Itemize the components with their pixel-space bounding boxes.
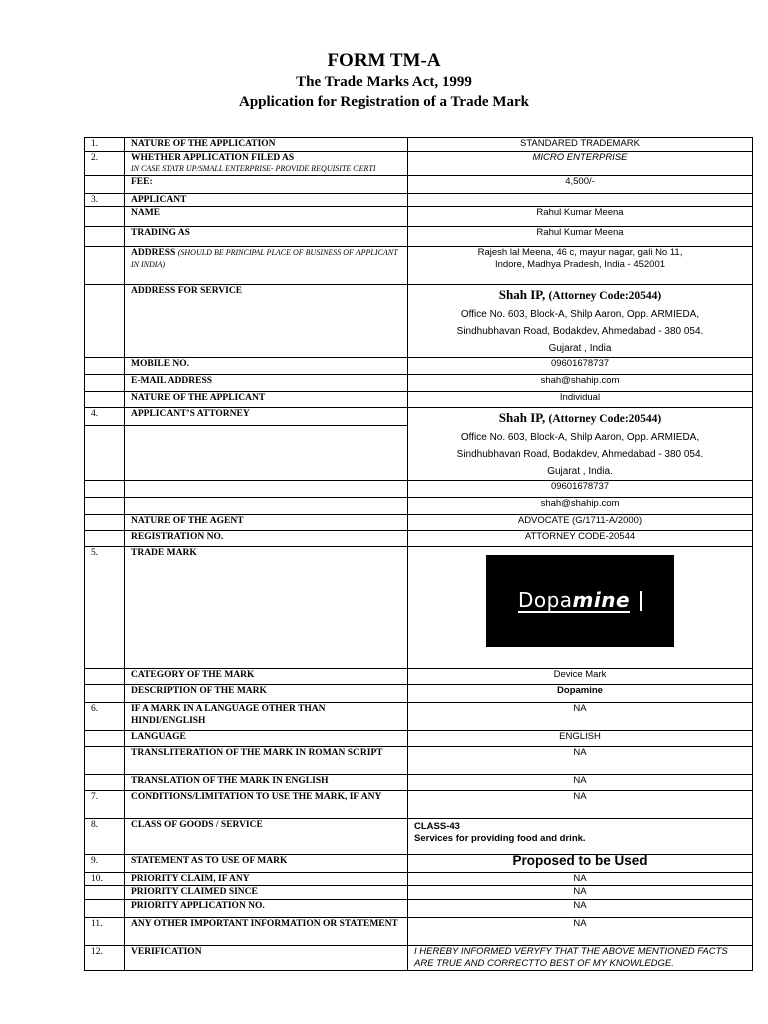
attorney-name — [414, 408, 746, 429]
table-row — [85, 515, 753, 531]
mobile-label: MOBILE NO. — [125, 358, 408, 375]
priority-since-label: PRIORITY CLAIMED SINCE — [125, 886, 408, 900]
table-row — [85, 886, 753, 900]
priority-claim-label: PRIORITY CLAIM, IF ANY — [125, 873, 408, 886]
form-header — [0, 50, 768, 112]
verification-value: I HEREBY INFORMED VERYFY THAT THE ABOVE MENTIONED FACTS ARE TRUE AND CORRECTTO BEST OF MY KNOWLEDGE. — [408, 946, 753, 971]
table-row — [85, 285, 753, 358]
nature-applicant-label: NATURE OF THE APPLICANT — [125, 392, 408, 408]
attorney-label: APPLICANT’S ATTORNEY — [125, 408, 408, 426]
service-address-value — [408, 285, 753, 358]
application-table — [84, 137, 753, 971]
row-number: 12. — [85, 946, 125, 971]
language-label: LANGUAGE — [125, 731, 408, 747]
table-row — [85, 685, 753, 703]
logo-text-part: Dopa — [517, 588, 573, 612]
attorney-code: (Attorney Code:20544) — [548, 413, 662, 425]
email-value: shah@shahip.com — [408, 375, 753, 392]
logo-bar — [640, 591, 642, 611]
address-line: Sindhubhavan Road, Bodakdev, Ahmedabad - 380 054. — [456, 449, 704, 460]
nature-applicant-value: Individual — [408, 392, 753, 408]
logo-text-part: mine — [572, 588, 631, 612]
attorney-firm: Shah IP, — [498, 410, 549, 425]
translation-value: NA — [408, 775, 753, 791]
form-subtitle: Application for Registration of a Trade Mark — [239, 94, 529, 110]
table-row — [85, 747, 753, 775]
filed-as-note: IN CASE STATR UP/SMALL ENTERPRISE- PROVIDE REQUISITE CERTI — [131, 164, 376, 173]
trade-mark-image-cell — [408, 547, 753, 669]
row-number: 1. — [85, 138, 125, 152]
table-row — [85, 481, 753, 498]
conditions-label: CONDITIONS/LIMITATION TO USE THE MARK, IF ANY — [125, 791, 408, 819]
logo-wordmark — [518, 589, 630, 613]
address-value — [408, 247, 753, 285]
description-label: DESCRIPTION OF THE MARK — [125, 685, 408, 703]
class-label: CLASS OF GOODS / SERVICE — [125, 819, 408, 855]
table-row — [85, 873, 753, 886]
address-line: Gujarat , India — [548, 343, 612, 354]
class-number: CLASS-43 — [414, 821, 460, 832]
row-number: 11. — [85, 918, 125, 946]
other-info-label: ANY OTHER IMPORTANT INFORMATION OR STATEMENT — [125, 918, 408, 946]
table-row — [85, 138, 753, 152]
category-label: CATEGORY OF THE MARK — [125, 669, 408, 685]
trade-mark-logo — [486, 555, 674, 647]
attorney-firm: Shah IP, — [498, 287, 549, 302]
transliteration-value: NA — [408, 747, 753, 775]
table-row — [85, 207, 753, 227]
table-row — [85, 247, 753, 285]
row-number: 2. — [85, 152, 125, 176]
attorney-mobile: 09601678737 — [408, 481, 753, 498]
address-line: Indore, Madhya Pradesh, India - 452001 — [494, 259, 666, 270]
row-number: 8. — [85, 819, 125, 855]
trade-mark-label: TRADE MARK — [125, 547, 408, 669]
translation-label: TRANSLATION OF THE MARK IN ENGLISH — [125, 775, 408, 791]
table-row — [85, 176, 753, 194]
address-line: Sindhubhavan Road, Bodakdev, Ahmedabad - 380 054. — [456, 326, 704, 337]
attorney-code: (Attorney Code:20544) — [548, 290, 662, 302]
priority-application-label: PRIORITY APPLICATION NO. — [125, 900, 408, 918]
class-value — [408, 819, 753, 855]
name-label: NAME — [125, 207, 408, 227]
nature-agent-value: ADVOCATE (G/1711-A/2000) — [408, 515, 753, 531]
description-value: Dopamine — [408, 685, 753, 703]
trading-as-value: Rahul Kumar Meena — [408, 227, 753, 247]
priority-claim-value: NA — [408, 873, 753, 886]
use-statement-value: Proposed to be Used — [408, 855, 753, 873]
service-attorney-name — [414, 285, 746, 306]
row-number: 6. — [85, 703, 125, 731]
fee-value: 4,500/- — [408, 176, 753, 194]
table-row — [85, 900, 753, 918]
address-label — [125, 247, 408, 285]
trading-as-label: TRADING AS — [125, 227, 408, 247]
nature-application-value: STANDARED TRADEMARK — [408, 138, 753, 152]
table-row — [85, 498, 753, 515]
table-row — [85, 152, 753, 176]
service-address-label: ADDRESS FOR SERVICE — [125, 285, 408, 358]
address-label-text: ADDRESS — [131, 248, 176, 258]
address-line: Gujarat , India. — [547, 466, 613, 477]
row-number: 4. — [85, 408, 125, 426]
name-value: Rahul Kumar Meena — [408, 207, 753, 227]
table-row — [85, 669, 753, 685]
row-number: 3. — [85, 194, 125, 207]
priority-since-value: NA — [408, 886, 753, 900]
transliteration-label: TRANSLITERATION OF THE MARK IN ROMAN SCRIPT — [125, 747, 408, 775]
email-label: E-MAIL ADDRESS — [125, 375, 408, 392]
table-row — [85, 703, 753, 731]
nature-agent-label: NATURE OF THE AGENT — [125, 515, 408, 531]
use-statement-label: STATEMENT AS TO USE OF MARK — [125, 855, 408, 873]
priority-application-value: NA — [408, 900, 753, 918]
table-row — [85, 358, 753, 375]
table-row — [85, 819, 753, 855]
filed-as-label-text: WHETHER APPLICATION FILED AS — [131, 153, 295, 163]
table-row — [85, 775, 753, 791]
nature-application-label: NATURE OF THE APPLICATION — [125, 138, 408, 152]
address-note: (SHOULD BE PRINCIPAL PLACE OF BUSINESS OF APPLICANT IN INDIA) — [131, 248, 398, 269]
row-number: 10. — [85, 873, 125, 886]
mobile-value: 09601678737 — [408, 358, 753, 375]
other-language-value: NA — [408, 703, 753, 731]
act-title: The Trade Marks Act, 1999 — [296, 74, 472, 90]
table-row — [85, 918, 753, 946]
form-title: FORM TM-A — [327, 50, 441, 71]
filed-as-value: MICRO ENTERPRISE — [408, 152, 753, 176]
verification-label: VERIFICATION — [125, 946, 408, 971]
filed-as-label — [125, 152, 408, 176]
table-row — [85, 531, 753, 547]
table-row — [85, 855, 753, 873]
applicant-label: APPLICANT — [125, 194, 408, 207]
address-line: Rajesh lal Meena, 46 c, mayur nagar, gali No 11, — [477, 247, 683, 258]
address-line: Office No. 603, Block-A, Shilp Aaron, Opp. ARMIEDA, — [460, 309, 700, 320]
address-line: Office No. 603, Block-A, Shilp Aaron, Opp. ARMIEDA, — [460, 432, 700, 443]
table-row — [85, 194, 753, 207]
table-row — [85, 375, 753, 392]
row-number: 9. — [85, 855, 125, 873]
fee-label: FEE: — [125, 176, 408, 194]
table-row — [85, 392, 753, 408]
other-info-value: NA — [408, 918, 753, 946]
conditions-value: NA — [408, 791, 753, 819]
other-language-label: IF A MARK IN A LANGUAGE OTHER THAN HINDI/ENGLISH — [125, 703, 408, 731]
table-row — [85, 791, 753, 819]
table-row — [85, 227, 753, 247]
attorney-value — [408, 408, 753, 481]
category-value: Device Mark — [408, 669, 753, 685]
attorney-email: shah@shahip.com — [408, 498, 753, 515]
registration-label: REGISTRATION NO. — [125, 531, 408, 547]
table-row — [85, 547, 753, 669]
table-row — [85, 946, 753, 971]
row-number: 7. — [85, 791, 125, 819]
row-number: 5. — [85, 547, 125, 669]
class-description: Services for providing food and drink. — [414, 833, 586, 844]
table-row — [85, 731, 753, 747]
registration-value: ATTORNEY CODE-20544 — [408, 531, 753, 547]
language-value: ENGLISH — [408, 731, 753, 747]
table-row — [85, 408, 753, 426]
